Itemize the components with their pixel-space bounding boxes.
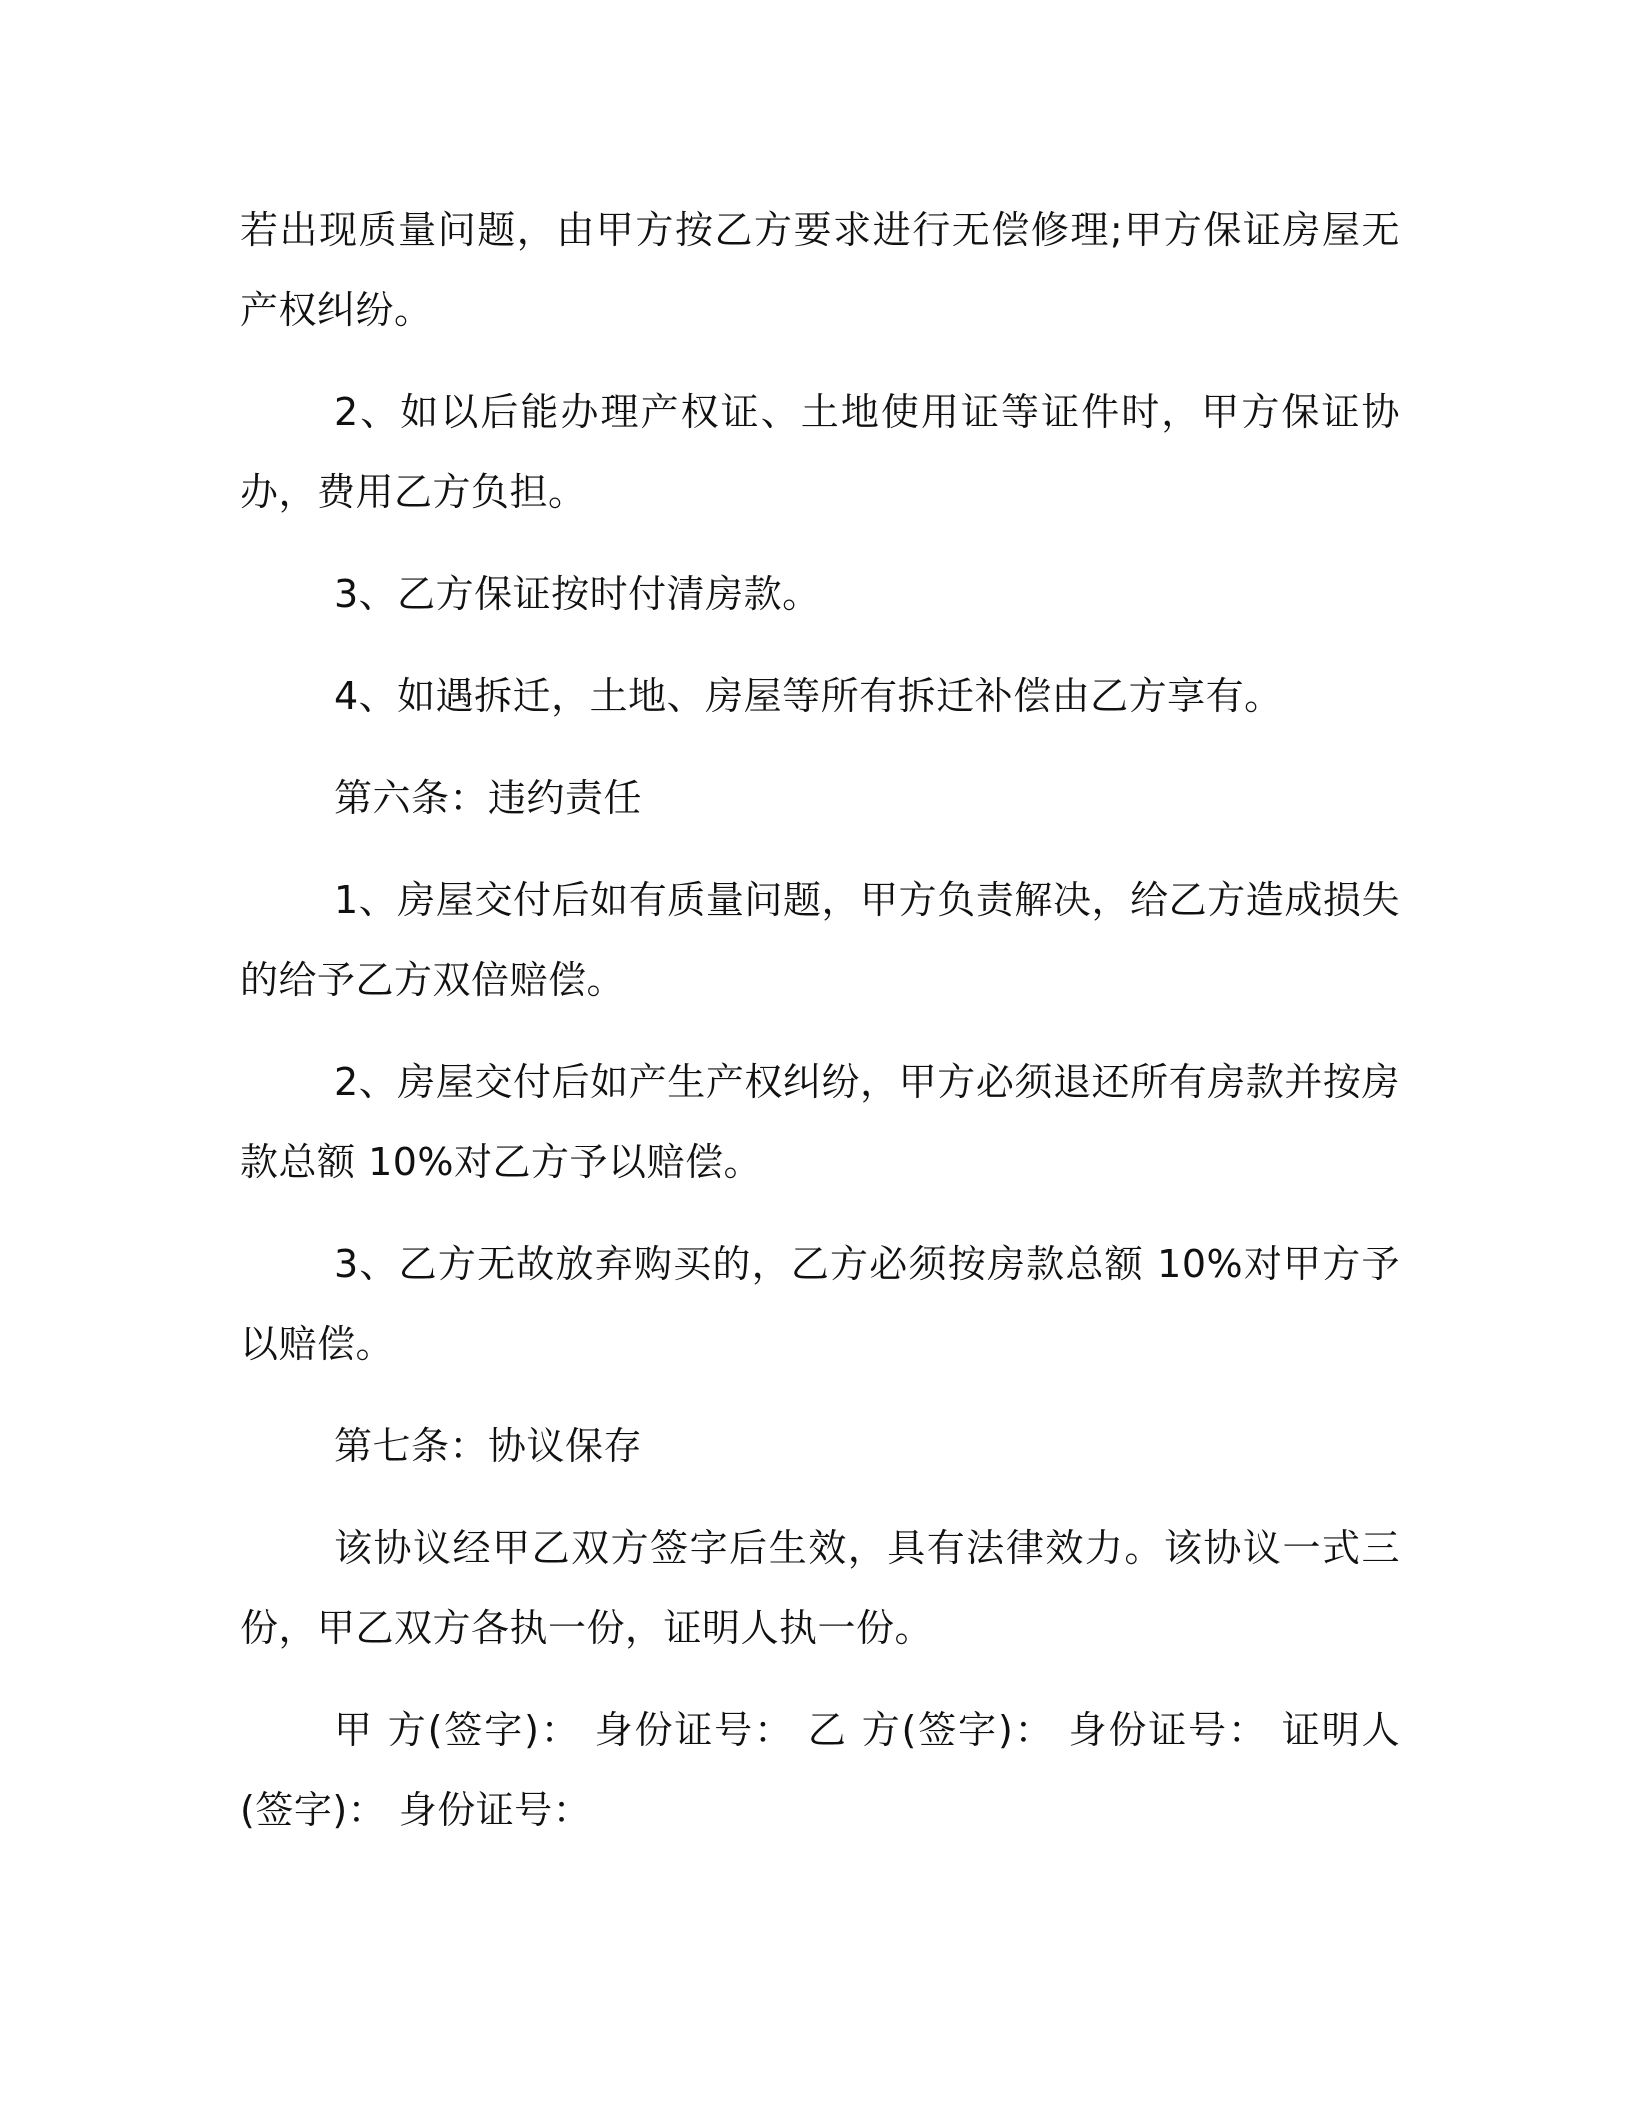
paragraph-certificate-assistance: 2、如以后能办理产权证、土地使用证等证件时，甲方保证协办，费用乙方负担。: [240, 390, 1400, 514]
paragraph-agreement-validity: 该协议经甲乙双方签字后生效，具有法律效力。该协议一式三份，甲乙双方各执一份，证明人执一份。: [240, 1526, 1400, 1650]
paragraph-quality-compensation: 1、房屋交付后如有质量问题，甲方负责解决，给乙方造成损失的给予乙方双倍赔偿。: [240, 878, 1400, 1002]
section-heading-breach-liability: 第六条：违约责任: [334, 776, 643, 820]
paragraph-buyer-withdrawal: 3、乙方无故放弃购买的，乙方必须按房款总额 10%对甲方予以赔偿。: [240, 1242, 1400, 1366]
signature-line: 甲 方(签字)： 身份证号： 乙 方(签字)： 身份证号： 证明人(签字)： 身份证号：: [240, 1708, 1400, 1832]
paragraph-quality-warranty: 若出现质量问题，由甲方按乙方要求进行无偿修理;甲方保证房屋无产权纠纷。: [240, 208, 1400, 332]
paragraph-demolition-compensation: 4、如遇拆迁，土地、房屋等所有拆迁补偿由乙方享有。: [334, 674, 1283, 718]
paragraph-payment-guarantee: 3、乙方保证按时付清房款。: [334, 572, 821, 616]
document-page: [240, 190, 1400, 1872]
section-heading-agreement-storage: 第七条：协议保存: [334, 1424, 643, 1468]
paragraph-ownership-dispute: 2、房屋交付后如产生产权纠纷，甲方必须退还所有房款并按房款总额 10%对乙方予以赔偿。: [240, 1060, 1400, 1184]
